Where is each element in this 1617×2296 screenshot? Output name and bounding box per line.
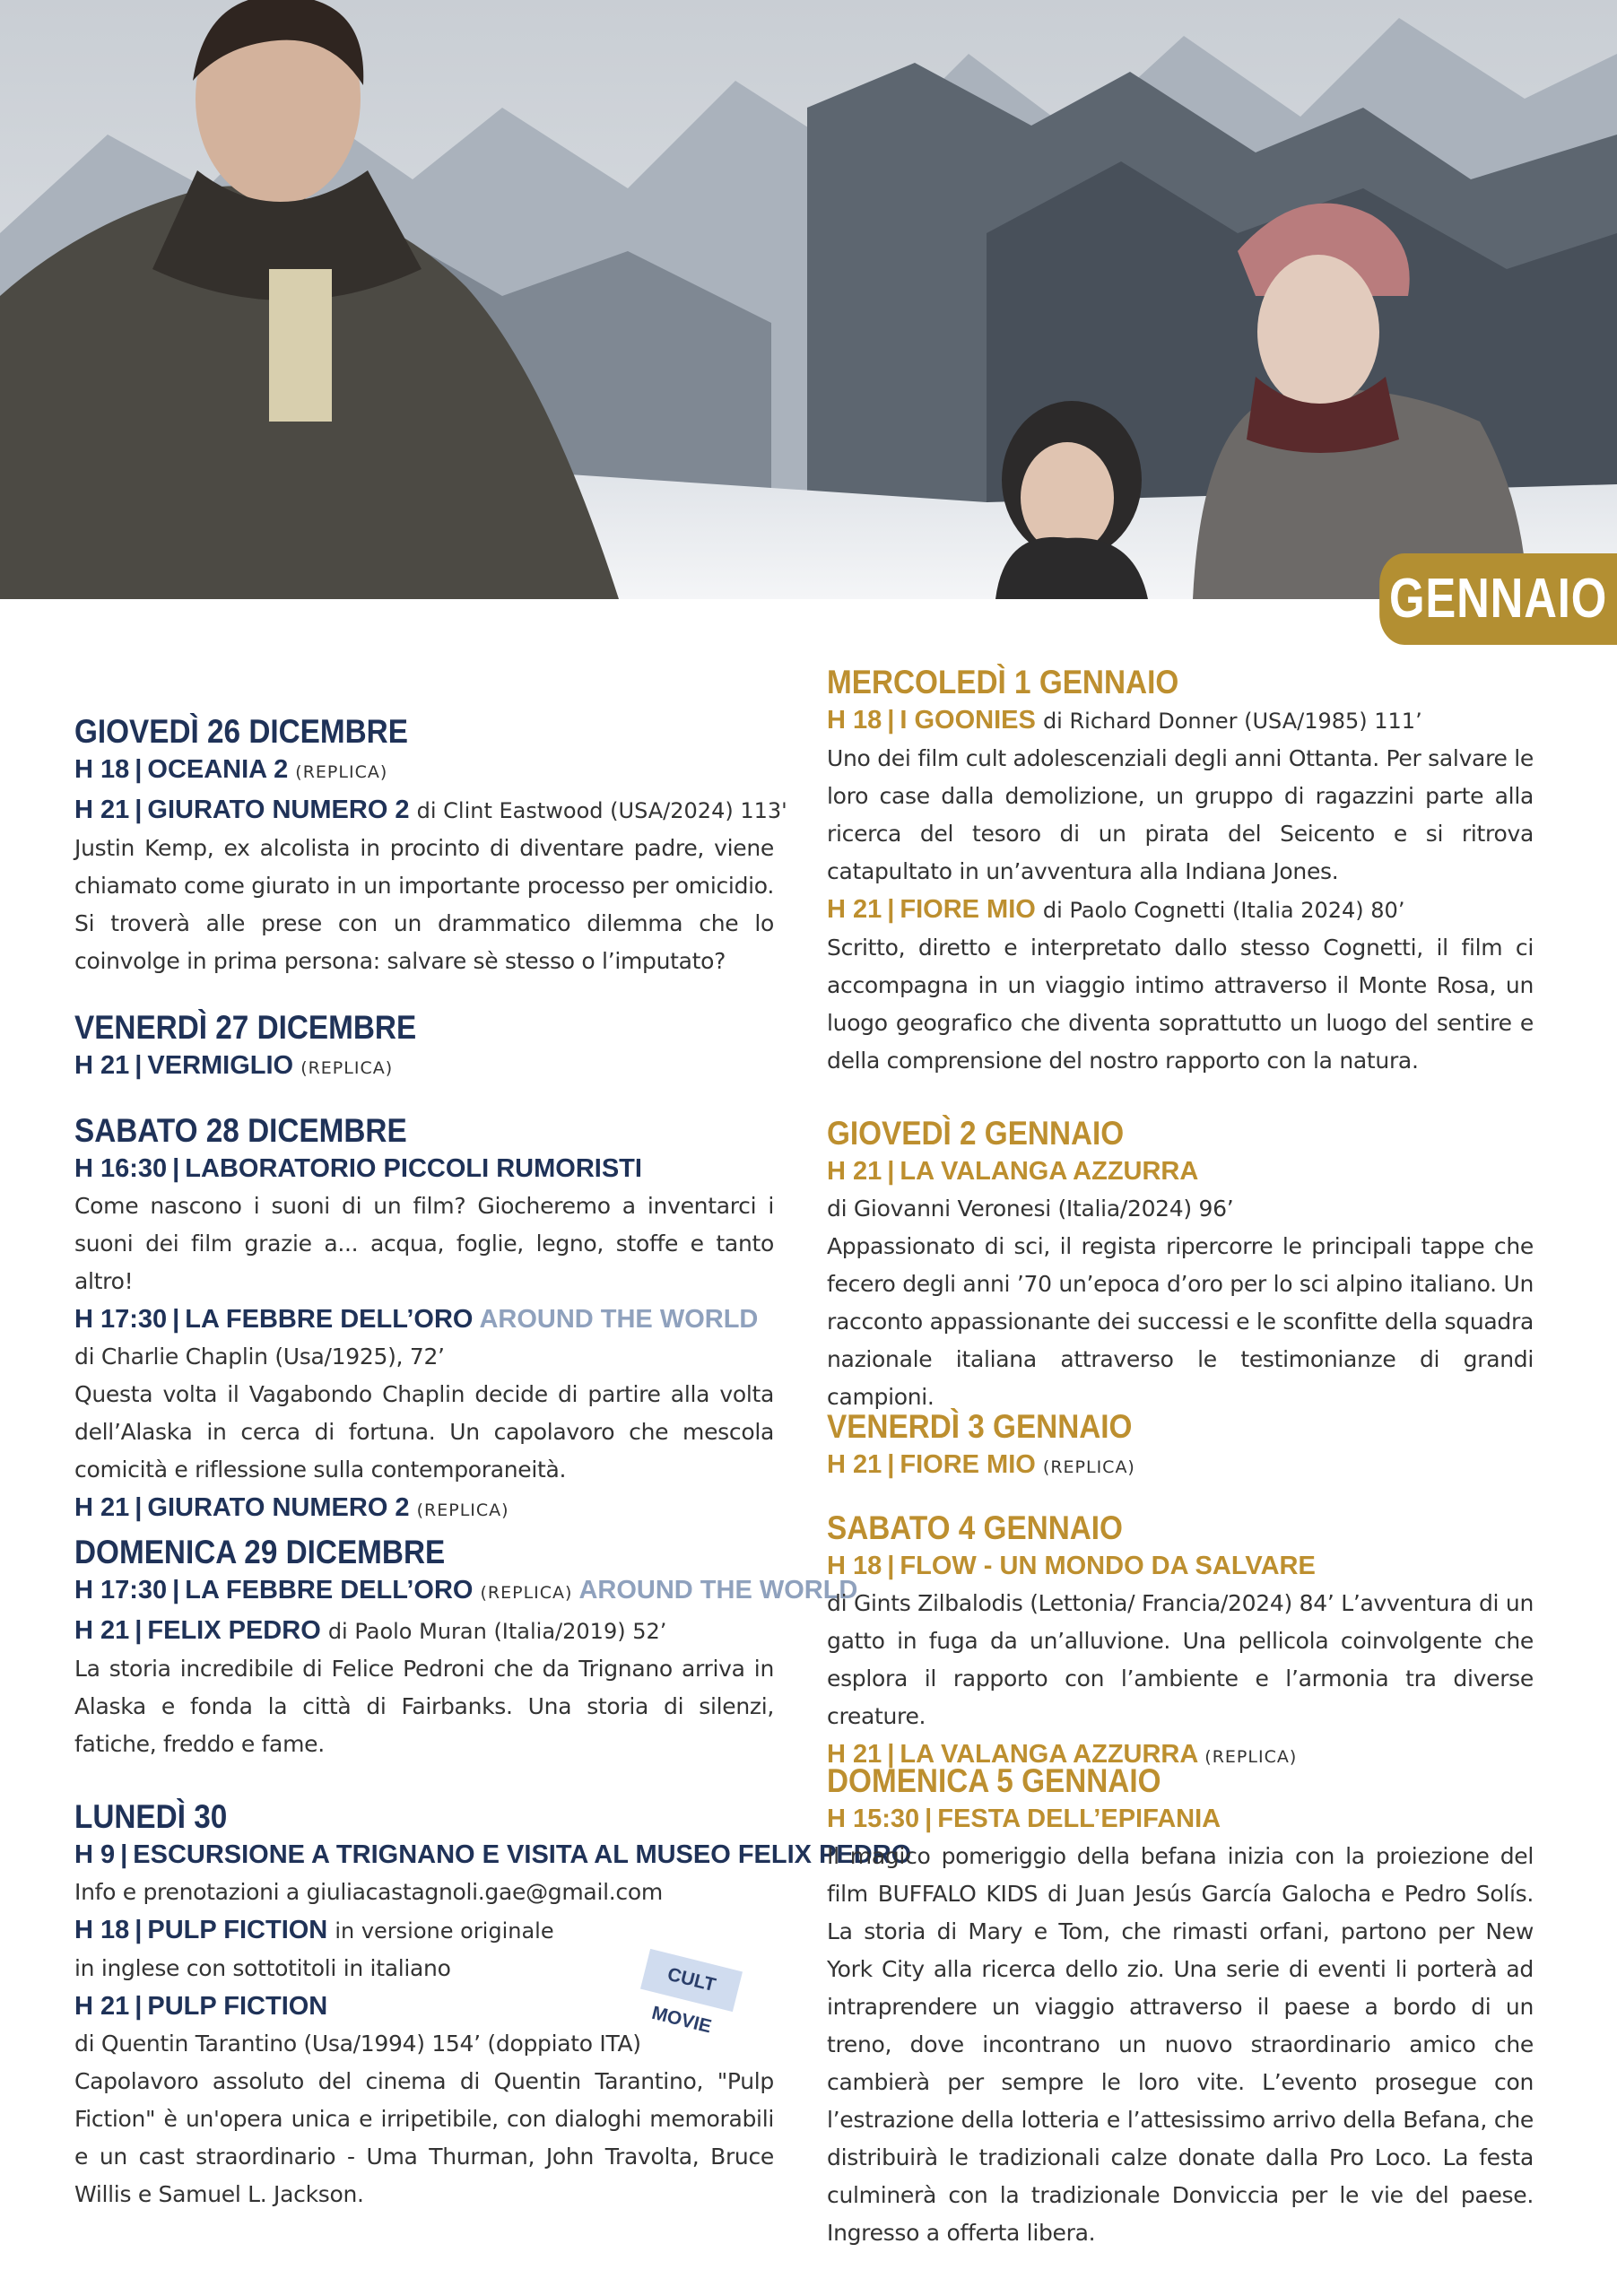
event-description: Il magico pomeriggio della befana inizia con la proiezione del film BUFFALO KIDS di Juan Jesús García Galocha e Pedro Solís. La storia di Mary e Tom, che rimasti orfani, partono per New York City alla ricerca dello zio. Una serie di eventi li porterà ad intraprendere un viaggio attraverso il paese a bordo di un treno, dove incontrano un nuovo straordinario amico che cambierà per sempre le loro vite. L’evento prosegue con l’estrazione della lotteria e l’attesissimo arrivo della Befana, che distribuirà le tradizionali calze donate dalla Pro Loco. La festa culminerà con la tradizionale Donviccia per le vie del paese. Ingresso a offerta libera. [827, 1843, 1534, 2246]
event-line: H 21 | FELIX PEDRO di Paolo Muran (Italia/2019) 52’ [74, 1616, 667, 1645]
around-the-world-tag: AROUND THE WORLD [479, 1305, 759, 1334]
replica-tag: (REPLICA) [416, 1500, 509, 1520]
event-line: H 18 | I GOONIES di Richard Donner (USA/1985) 111’ [827, 706, 1422, 735]
day-title: DOMENICA 5 GENNAIO [827, 1762, 1161, 1799]
event-line: H 21 | GIURATO NUMERO 2 (REPLICA) [74, 1493, 509, 1522]
day-title: GIOVEDÌ 2 GENNAIO [827, 1115, 1125, 1152]
event-title: FELIX PEDRO [147, 1616, 321, 1645]
event-time: H 17:30 [74, 1305, 168, 1334]
event-title: GIURATO NUMERO 2 [147, 796, 410, 824]
event-time: H 21 [827, 1740, 882, 1769]
month-tab: GENNAIO [1379, 553, 1617, 645]
replica-tag: (REPLICA) [1204, 1747, 1298, 1767]
event-title: FIORE MIO [900, 1450, 1036, 1479]
event-description: La storia incredibile di Felice Pedroni che da Trignano arriva in Alaska e fonda la città di Fairbanks. Una storia di silenzi, fatiche, freddo e fame. [74, 1656, 774, 1757]
event-time: H 9 [74, 1840, 116, 1869]
replica-tag: (REPLICA) [1042, 1457, 1135, 1477]
event-line: H 9 | ESCURSIONE A TRIGNANO E VISITA AL MUSEO FELIX PEDRO [74, 1840, 912, 1869]
event-title: I GOONIES [900, 706, 1036, 735]
event-line: H 21 | FIORE MIO (REPLICA) [827, 1450, 1135, 1479]
event-title: LABORATORIO PICCOLI RUMORISTI [185, 1154, 642, 1183]
replica-tag: (REPLICA) [295, 762, 388, 782]
booking-info: Info e prenotazioni a giuliacastagnoli.gae@gmail.com [74, 1879, 663, 1905]
event-time: H 17:30 [74, 1576, 168, 1605]
event-title: ESCURSIONE A TRIGNANO E VISITA AL MUSEO FELIX PEDRO [133, 1840, 912, 1869]
event-line: H 21 | VERMIGLIO (REPLICA) [74, 1051, 394, 1080]
event-line: H 18 | FLOW - UN MONDO DA SALVARE [827, 1552, 1316, 1580]
event-line: H 21 | PULP FICTION [74, 1992, 328, 2021]
event-time: H 21 [74, 796, 130, 824]
day-block [74, 1009, 774, 1087]
event-title: FESTA DELL’EPIFANIA [937, 1805, 1221, 1833]
event-time: H 21 [74, 1051, 130, 1080]
around-the-world-tag: AROUND THE WORLD [578, 1576, 858, 1605]
event-note: in inglese con sottotitoli in italiano [74, 1955, 451, 1981]
event-credits: di Charlie Chaplin (Usa/1925), 72’ [74, 1344, 445, 1370]
day-block [827, 1115, 1534, 1416]
day-title: LUNEDÌ 30 [74, 1798, 228, 1835]
replica-tag: (REPLICA) [300, 1058, 394, 1078]
event-time: H 21 [74, 1493, 130, 1522]
event-time: H 18 [74, 755, 130, 784]
day-title: MERCOLEDÌ 1 GENNAIO [827, 664, 1179, 700]
day-block [827, 1408, 1534, 1486]
hero-photo [0, 0, 1617, 599]
day-title: DOMENICA 29 DICEMBRE [74, 1534, 446, 1570]
event-description: Justin Kemp, ex alcolista in procinto di diventare padre, viene chiamato come giurato in un importante processo per omicidio. Si troverà alle prese con un drammatico dilemma che lo coinvolge in prima persona: salvare sè stesso o l’imputato? [74, 835, 774, 974]
day-title: SABATO 28 DICEMBRE [74, 1112, 407, 1149]
event-line: H 21 | GIURATO NUMERO 2 di Clint Eastwood (USA/2024) 113' [74, 796, 787, 824]
event-time: H 18 [74, 1916, 130, 1944]
event-description: Uno dei film cult adolescenziali degli anni Ottanta. Per salvare le loro case dalla demolizione, un gruppo di ragazzini parte alla ricerca del tesoro di un pirata del Seicento e si ritrova catapultato in un’avventura alla Indiana Jones. [827, 745, 1534, 884]
event-title: LA VALANGA AZZURRA [900, 1157, 1199, 1186]
event-title: OCEANIA 2 [147, 755, 289, 784]
event-time: H 21 [827, 1450, 882, 1479]
event-time: H 21 [827, 895, 882, 924]
day-block [827, 1509, 1534, 1776]
event-description: Come nascono i suoni di un film? Giocheremo a inventarci i suoni dei film grazie a... acqua, foglie, legno, stoffe e tanto altro! [74, 1193, 774, 1294]
event-line: H 21 | LA VALANGA AZZURRA (REPLICA) [827, 1740, 1298, 1769]
event-title: FLOW - UN MONDO DA SALVARE [900, 1552, 1316, 1580]
mountain-scene-illustration [0, 0, 1617, 599]
event-description: Appassionato di sci, il regista ripercorre le principali tappe che fecero degli anni ’70 un’epoca d’oro per lo sci alpino italiano. Un racconto appassionante dei successi e le sconfitte della squadra nazionale italiana attraverso le testimonianze di grandi campioni. [827, 1233, 1534, 1410]
event-credits: di Giovanni Veronesi (Italia/2024) 96’ [827, 1196, 1234, 1222]
event-credits: di Paolo Muran (Italia/2019) 52’ [327, 1619, 667, 1644]
event-line: H 17:30 | LA FEBBRE DELL’ORO AROUND THE WORLD [74, 1305, 759, 1334]
event-title: VERMIGLIO [147, 1051, 294, 1080]
cult-movie-badge: CULT MOVIE [640, 1949, 743, 2012]
event-title: PULP FICTION [147, 1916, 328, 1944]
event-title: LA FEBBRE DELL’ORO [185, 1576, 474, 1605]
replica-tag: (REPLICA) [480, 1583, 573, 1603]
event-line: H 18 | PULP FICTION in versione originale [74, 1916, 554, 1944]
day-title: VENERDÌ 27 DICEMBRE [74, 1009, 417, 1046]
event-time: H 16:30 [74, 1154, 168, 1183]
event-title: GIURATO NUMERO 2 [147, 1493, 410, 1522]
event-title: LA FEBBRE DELL’ORO [185, 1305, 474, 1334]
event-time: H 18 [827, 706, 882, 735]
event-credits: di Richard Donner (USA/1985) 111’ [1042, 709, 1422, 734]
day-block [827, 664, 1534, 1080]
day-title: GIOVEDÌ 26 DICEMBRE [74, 713, 408, 750]
event-title: FIORE MIO [900, 895, 1036, 924]
event-description: di Gints Zilbalodis (Lettonia/ Francia/2024) 84’ L’avventura di un gatto in fuga da un’alluvione. Una pellicola coinvolgente che esplora il rapporto con l’ambiente e l’armonia tra diverse creature. [827, 1590, 1534, 1729]
event-time: H 18 [827, 1552, 882, 1580]
day-block [827, 1762, 1534, 2252]
event-time: H 15:30 [827, 1805, 920, 1833]
event-line: H 21 | FIORE MIO di Paolo Cognetti (Italia 2024) 80’ [827, 895, 1405, 924]
event-time: H 21 [74, 1992, 130, 2021]
event-credits: in versione originale [335, 1918, 554, 1944]
event-credits: di Paolo Cognetti (Italia 2024) 80’ [1042, 898, 1405, 923]
day-title: SABATO 4 GENNAIO [827, 1509, 1123, 1546]
day-title: VENERDÌ 3 GENNAIO [827, 1408, 1133, 1445]
event-time: H 21 [74, 1616, 130, 1645]
event-time: H 21 [827, 1157, 882, 1186]
event-line: H 18 | OCEANIA 2 (REPLICA) [74, 755, 388, 784]
event-title: PULP FICTION [147, 1992, 328, 2021]
event-description: Scritto, diretto e interpretato dallo stesso Cognetti, il film ci accompagna in un viaggio intimo attraverso il Monte Rosa, un luogo geografico che diventa soprattutto un luogo del sentire e della comprensione del nostro rapporto con la natura. [827, 935, 1534, 1074]
event-line: H 16:30 | LABORATORIO PICCOLI RUMORISTI [74, 1154, 642, 1183]
event-title: LA VALANGA AZZURRA [900, 1740, 1198, 1769]
event-line: H 15:30 | FESTA DELL’EPIFANIA [827, 1805, 1221, 1833]
day-block [74, 1112, 774, 1529]
day-block [74, 713, 787, 980]
event-description: Questa volta il Vagabondo Chaplin decide di partire alla volta dell’Alaska in cerca di fortuna. Un capolavoro che mescola comicità e riflessione sulla contemporaneità. [74, 1381, 774, 1483]
event-description: Capolavoro assoluto del cinema di Quentin Tarantino, "Pulp Fiction" è un'opera unica e irripetibile, con dialoghi memorabili e un cast straordinario - Uma Thurman, John Travolta, Bruce Willis e Samuel L. Jackson. [74, 2068, 774, 2207]
event-credits: di Quentin Tarantino (Usa/1994) 154’ (doppiato ITA) [74, 2031, 641, 2057]
event-line: H 21 | LA VALANGA AZZURRA [827, 1157, 1199, 1186]
event-credits: di Clint Eastwood (USA/2024) 113' [416, 798, 787, 823]
event-line: H 17:30 | LA FEBBRE DELL’ORO (REPLICA) AROUND THE WORLD [74, 1576, 858, 1605]
